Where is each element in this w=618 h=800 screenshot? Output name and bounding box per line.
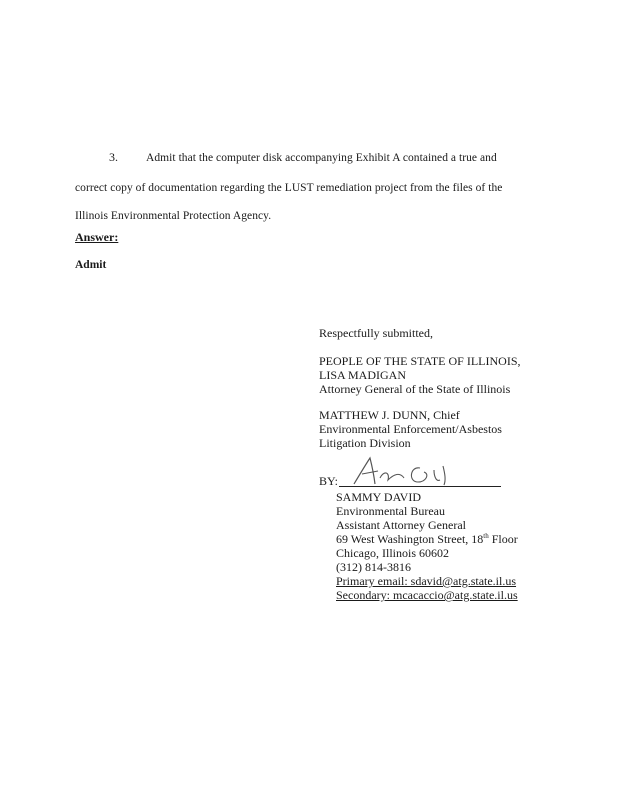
paragraph-line-3: Illinois Environmental Protection Agency.: [75, 210, 272, 222]
street-ordinal: th: [483, 532, 489, 540]
chief-line-3: Litigation Division: [319, 436, 411, 450]
respectfully-submitted: [319, 326, 433, 340]
attorney-bureau: Environmental Bureau: [336, 504, 445, 518]
party-line-2: LISA MADIGAN: [319, 368, 406, 382]
by-label: BY:: [319, 474, 338, 488]
answer-heading: Answer:: [75, 230, 119, 244]
paragraph-number: 3.: [109, 150, 118, 164]
party-block: [319, 354, 521, 396]
respectfully-text: Respectfully submitted,: [319, 326, 433, 340]
attorney-name: SAMMY DAVID: [336, 490, 422, 504]
party-line-1: PEOPLE OF THE STATE OF ILLINOIS,: [319, 354, 521, 368]
street-prefix: 69 West Washington Street, 18: [336, 532, 484, 546]
secondary-email: Secondary: mcacaccio@atg.state.il.us: [336, 588, 518, 602]
primary-email: Primary email: sdavid@atg.state.il.us: [336, 574, 517, 588]
attorney-block: [336, 490, 518, 602]
attorney-phone: (312) 814-3816: [336, 560, 411, 574]
street-suffix: Floor: [488, 532, 518, 546]
party-line-3: Attorney General of the State of Illinois: [319, 382, 511, 396]
attorney-title: Assistant Attorney General: [336, 518, 466, 532]
chief-block: [319, 408, 502, 450]
paragraph-line-1: Admit that the computer disk accompanying Exhibit A contained a true and: [146, 152, 497, 164]
attorney-street: [336, 532, 518, 546]
handwritten-signature: [348, 454, 458, 490]
attorney-city: Chicago, Illinois 60602: [336, 546, 449, 560]
chief-line-2: Environmental Enforcement/Asbestos: [319, 422, 502, 436]
chief-line-1: MATTHEW J. DUNN, Chief: [319, 408, 460, 422]
paragraph-line-2: correct copy of documentation regarding the LUST remediation project from the files of the: [75, 182, 503, 194]
answer-text: Admit: [75, 259, 107, 271]
